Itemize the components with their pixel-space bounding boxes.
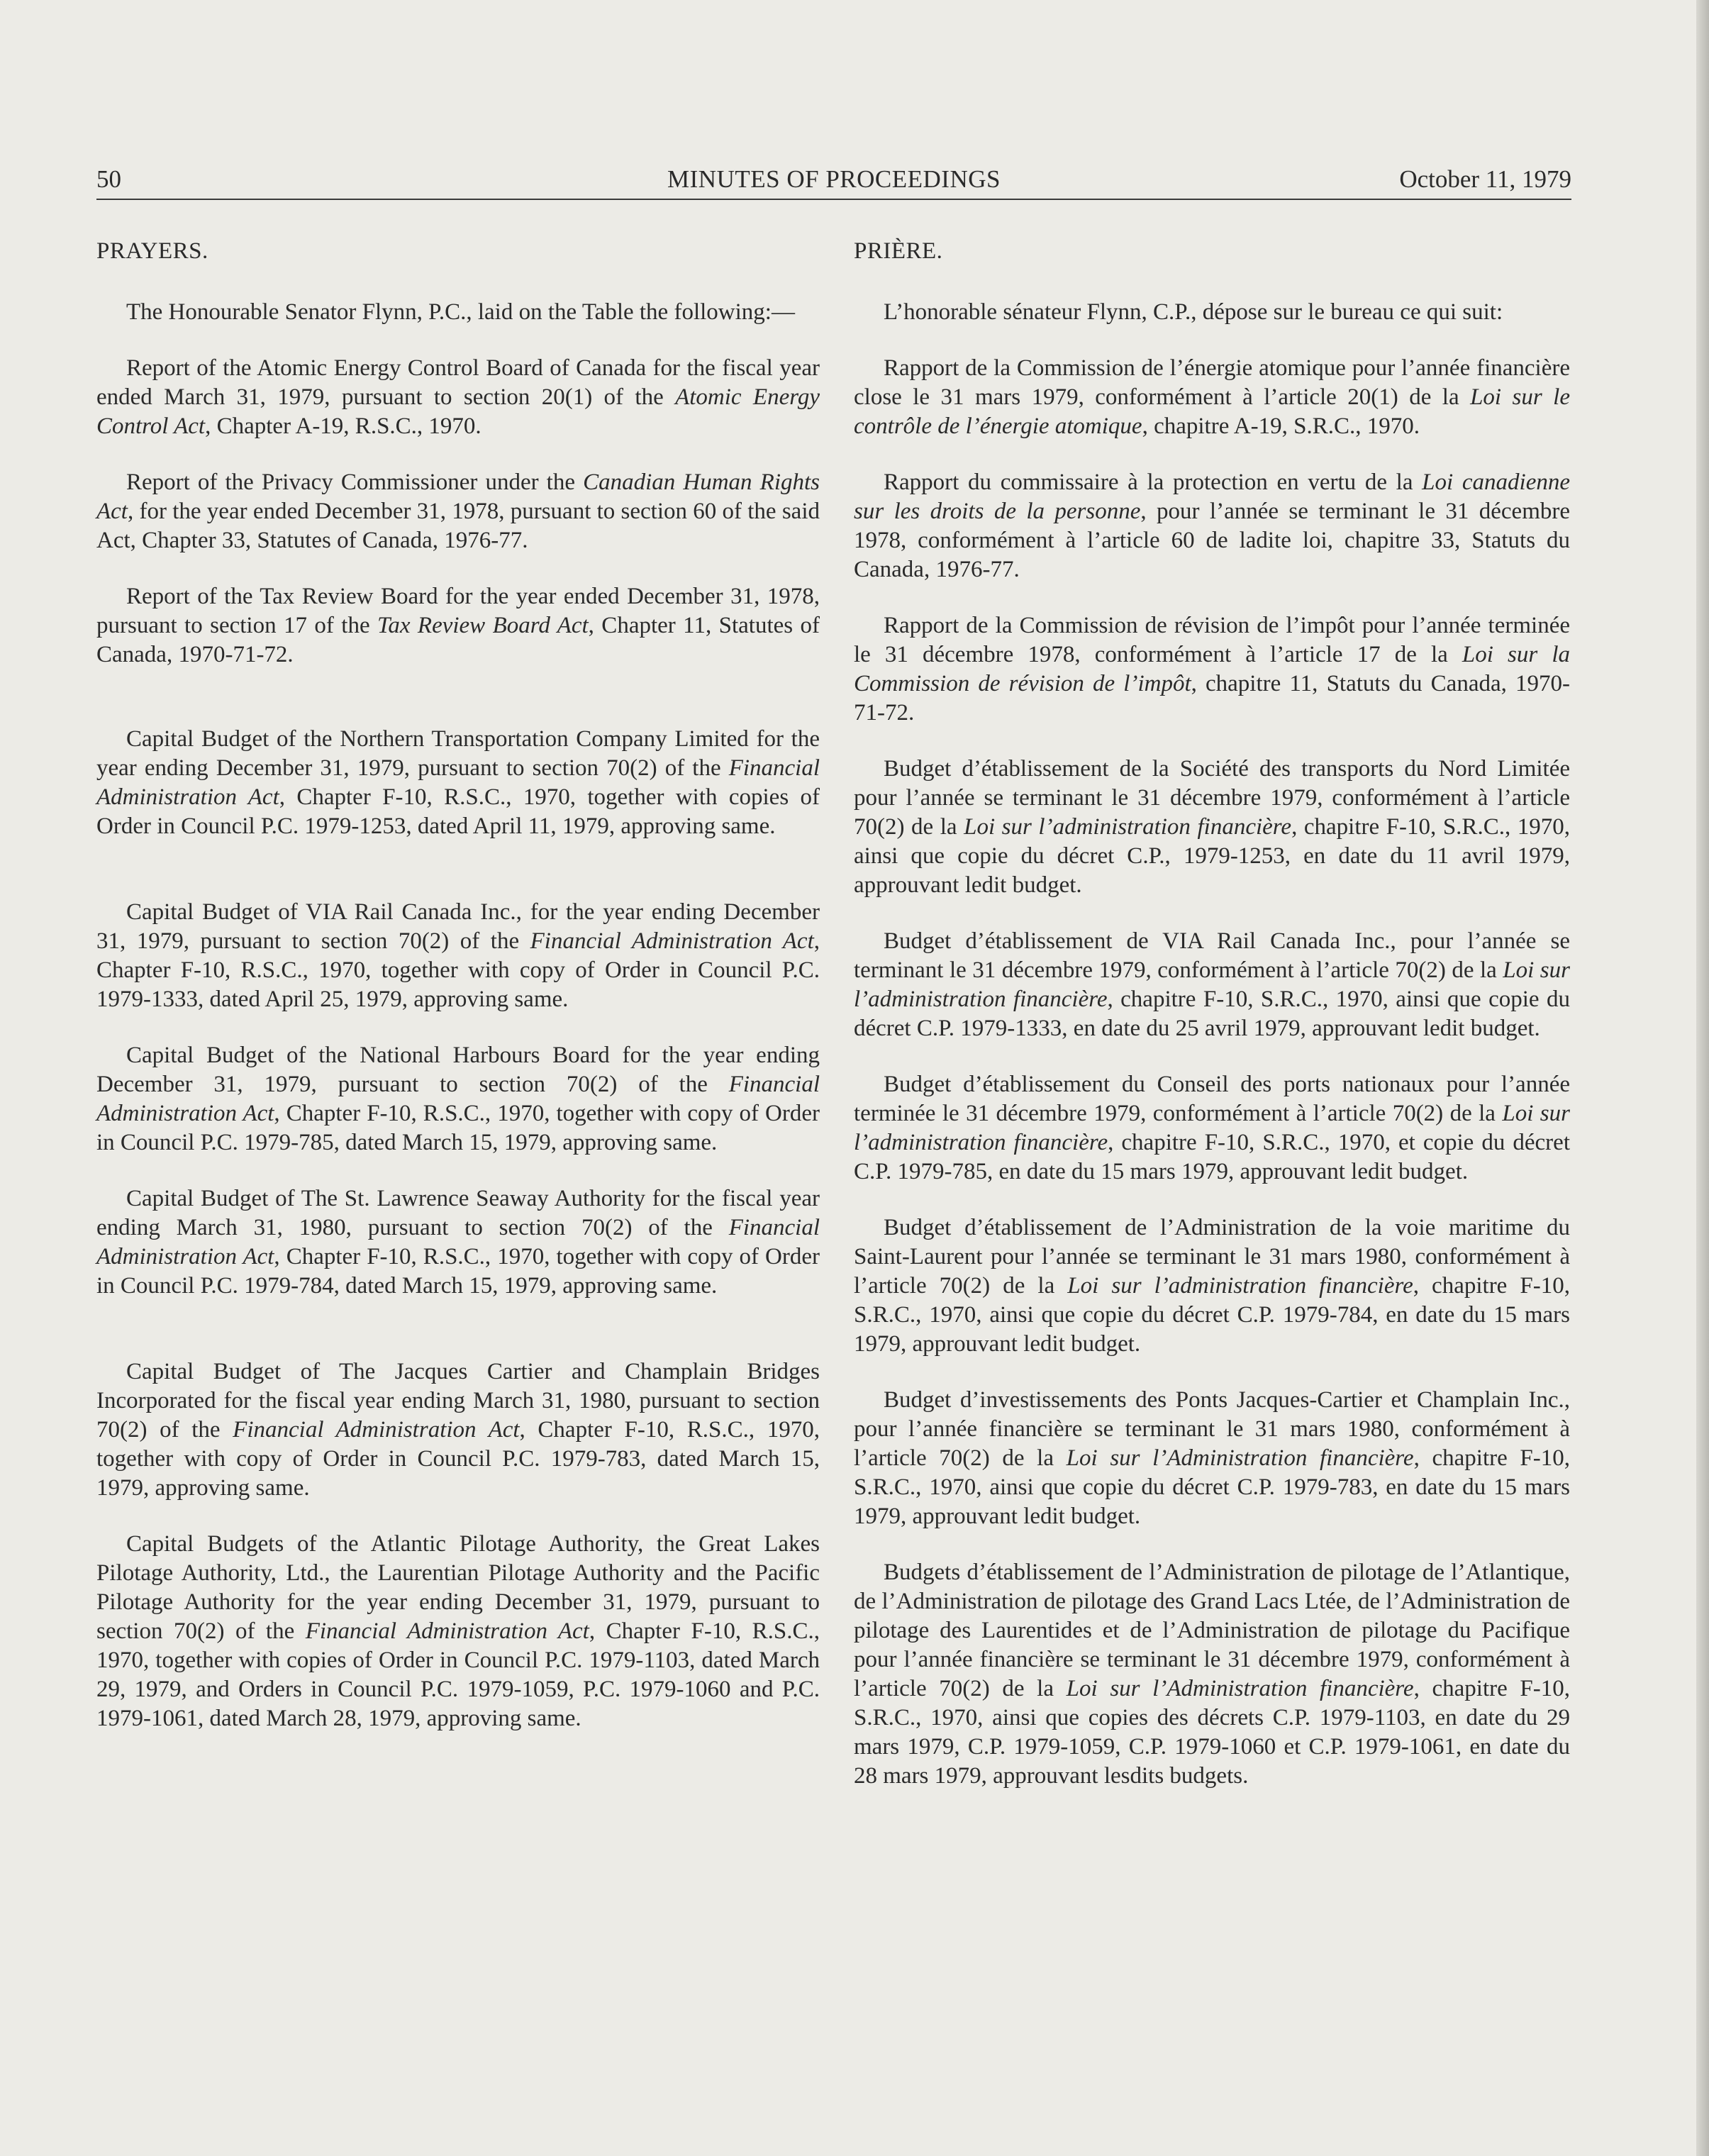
paragraph-text: Rapport de la Commission de l’énergie atomique pour l’année financière close le 31 mars 1979, conformément à l’article 20(1) de la bbox=[854, 355, 1570, 410]
paragraph-text: Capital Budget of The St. Lawrence Seaway Authority for the fiscal year ending March 31, 1980, pursuant to section 70(2) of the bbox=[96, 1186, 820, 1240]
paragraph-text: Report of the Tax Review Board for the year ended December 31, 1978, pursuant to section 17 of the bbox=[96, 584, 820, 638]
paragraph-text: L’honorable sénateur Flynn, C.P., dépose sur le bureau ce qui suit: bbox=[884, 299, 1503, 325]
running-title: MINUTES OF PROCEEDINGS bbox=[667, 165, 1001, 193]
paragraph-text: , chapitre F-10, S.R.C., 1970, ainsi que copie du décret C.P., 1979-1253, en date du 11 avril 1979, approuvant ledit budget. bbox=[854, 814, 1571, 898]
italic-act-title: Financial Administration Act bbox=[233, 1417, 520, 1443]
english-paragraph-national-harbours bbox=[96, 1041, 820, 1157]
english-paragraph-bridges bbox=[96, 1357, 820, 1503]
italic-act-title: Loi sur le contrôle de l’énergie atomique bbox=[854, 384, 1570, 439]
paragraph-text: , Chapter F-10, R.S.C., 1970, together with copy of Order in Council P.C. 1979-784, dated March 15, 1979, approving same. bbox=[96, 1244, 820, 1299]
french-paragraph-tax-review bbox=[854, 611, 1570, 728]
italic-act-title: Loi sur l’administration financière bbox=[964, 814, 1292, 840]
italic-act-title: Loi canadienne sur les droits de la personne bbox=[854, 469, 1570, 524]
french-paragraph-seaway bbox=[854, 1213, 1570, 1359]
italic-act-title: Financial Administration Act bbox=[96, 755, 820, 810]
paragraph-text: Rapport de la Commission de révision de l’impôt pour l’année terminée le 31 décembre 1978, conformément à l’article 17 de la bbox=[854, 613, 1570, 667]
paragraph-text: The Honourable Senator Flynn, P.C., laid on the Table the following:— bbox=[126, 299, 795, 325]
italic-act-title: Loi sur l’administration financière bbox=[1067, 1273, 1413, 1299]
italic-act-title: Tax Review Board Act bbox=[377, 613, 589, 638]
french-paragraph-national-harbours bbox=[854, 1070, 1570, 1187]
french-paragraph-privacy bbox=[854, 468, 1570, 584]
italic-act-title: Atomic Energy Control Act bbox=[96, 384, 820, 439]
italic-act-title: Loi sur l’administration financière bbox=[854, 957, 1570, 1012]
italic-act-title: Loi sur l’Administration financière bbox=[1066, 1445, 1414, 1471]
page-header bbox=[96, 162, 1571, 197]
paragraph-text: Capital Budget of The Jacques Cartier and Champlain Bridges Incorporated for the fiscal year ending March 31, 1980, pursuant to section 70(2) of the bbox=[96, 1359, 820, 1443]
french-paragraph-bridges bbox=[854, 1386, 1570, 1531]
paragraph-text: Budget d’établissement de la Société des transports du Nord Limitée pour l’année se terminant le 31 décembre 1979, conformément à l’article 70(2) de la bbox=[854, 756, 1570, 840]
page-edge-shadow bbox=[1696, 0, 1709, 2156]
paragraph-text: , chapitre 11, Statuts du Canada, 1970-71-72. bbox=[854, 671, 1570, 726]
paragraph-text: Capital Budget of the Northern Transportation Company Limited for the year ending December 31, 1979, pursuant to section 70(2) of the bbox=[96, 726, 820, 781]
paragraph-text: Capital Budget of VIA Rail Canada Inc., for the year ending December 31, 1979, pursuant to section 70(2) of the bbox=[96, 899, 820, 954]
paragraph-text: Rapport du commissaire à la protection en vertu de la bbox=[884, 469, 1423, 495]
paragraph-text: , Chapter F-10, R.S.C., 1970, together with copy of Order in Council P.C. 1979-1333, dated April 25, 1979, approving same. bbox=[96, 928, 820, 1012]
header-rule bbox=[96, 199, 1571, 200]
paragraph-text: , chapitre F-10, S.R.C., 1970, ainsi que copies des décrets C.P. 1979-1103, en date du 29 mars 1979, C.P. 1979-1059, C.P. 1979-1060 et C.P. 1979-1061, en date du 28 mars 1979, approuvant lesdits budgets. bbox=[854, 1676, 1570, 1789]
paragraph-text: , chapitre A-19, S.R.C., 1970. bbox=[1142, 413, 1420, 439]
paragraph-text: , Chapter F-10, R.S.C., 1970, together with copy of Order in Council P.C. 1979-783, dated March 15, 1979, approving same. bbox=[96, 1417, 820, 1501]
paragraph-text: Report of the Atomic Energy Control Board of Canada for the fiscal year ended March 31, 1979, pursuant to section 20(1) of the bbox=[96, 355, 820, 410]
paragraph-text: Budget d’établissement de VIA Rail Canada Inc., pour l’année se terminant le 31 décembre 1979, conformément à l’article 70(2) de la bbox=[854, 928, 1570, 983]
paragraph-text: , chapitre F-10, S.R.C., 1970, ainsi que copie du décret C.P. 1979-783, en date du 15 mars 1979, approuvant ledit budget. bbox=[854, 1445, 1570, 1529]
paragraph-text: , Chapter F-10, R.S.C., 1970, together with copies of Order in Council P.C. 1979-1103, dated March 29, 1979, and Orders in Council P.C. 1979-1059, P.C. 1979-1060 and P.C. 1979-1061, dated March 28, 1979, approving same. bbox=[96, 1618, 820, 1731]
english-paragraph-privacy bbox=[96, 468, 820, 555]
english-column bbox=[96, 234, 820, 1733]
italic-act-title: Financial Administration Act bbox=[96, 1215, 820, 1269]
paragraph-text: Capital Budget of the National Harbours Board for the year ending December 31, 1979, pursuant to section 70(2) of the bbox=[96, 1043, 820, 1097]
english-paragraph-northern-transportation bbox=[96, 725, 820, 841]
french-paragraph-atomic-energy bbox=[854, 354, 1570, 441]
paragraph-text: Budget d’établissement du Conseil des ports nationaux pour l’année terminée le 31 décembre 1979, conformément à l’article 70(2) de la bbox=[854, 1072, 1570, 1126]
italic-act-title: Loi sur l’Administration financière bbox=[1066, 1676, 1414, 1701]
french-paragraph-pilotage bbox=[854, 1558, 1570, 1791]
french-paragraph-via-rail bbox=[854, 927, 1570, 1043]
french-column bbox=[854, 234, 1570, 1791]
paragraph-text: Capital Budgets of the Atlantic Pilotage Authority, the Great Lakes Pilotage Authority, Ltd., the Laurentian Pilotage Authority and the Pacific Pilotage Authority for the year ending December 31, 1979, pursuant to section 70(2) of the bbox=[96, 1531, 820, 1644]
paragraph-text: Budget d’investissements des Ponts Jacques-Cartier et Champlain Inc., pour l’année financière se terminant le 31 mars 1980, conformément à l’article 70(2) de la bbox=[854, 1387, 1570, 1471]
paragraph-text: Budgets d’établissement de l’Administration de pilotage de l’Atlantique, de l’Administration de pilotage des Grand Lacs Ltée, de l’Administration de pilotage des Laurentides et de l’Administration de pilotage du Pacifique pour l’année financière se terminant le 31 décembre 1979, conformément à l’article 70(2) de la bbox=[854, 1560, 1570, 1701]
paragraph-text: , for the year ended December 31, 1978, pursuant to section 60 of the said Act, Chapter 33, Statutes of Canada, 1976-77. bbox=[96, 499, 820, 553]
page-number: 50 bbox=[96, 165, 121, 193]
section-heading-english: PRAYERS. bbox=[96, 238, 208, 264]
english-paragraph-seaway bbox=[96, 1184, 820, 1301]
paragraph-text: , Chapter F-10, R.S.C., 1970, together with copy of Order in Council P.C. 1979-785, dated March 15, 1979, approving same. bbox=[96, 1101, 820, 1155]
italic-act-title: Canadian Human Rights Act bbox=[96, 469, 820, 524]
italic-act-title: Financial Administration Act bbox=[530, 928, 814, 954]
italic-act-title: Financial Administration Act bbox=[305, 1618, 589, 1644]
italic-act-title: Loi sur l’administration financière bbox=[854, 1101, 1570, 1155]
italic-act-title: Loi sur la Commission de révision de l’impôt bbox=[854, 642, 1570, 696]
english-paragraph-via-rail bbox=[96, 898, 820, 1014]
paragraph-text: , pour l’année se terminant le 31 décembre 1978, conformément à l’article 60 de ladite loi, chapitre 33, Statuts du Canada, 1976-77. bbox=[854, 499, 1570, 582]
english-paragraph-intro bbox=[96, 298, 820, 327]
paragraph-text: Report of the Privacy Commissioner under the bbox=[126, 469, 584, 495]
section-heading-french: PRIÈRE. bbox=[854, 238, 943, 264]
english-paragraph-tax-review bbox=[96, 582, 820, 669]
english-paragraph-pilotage bbox=[96, 1530, 820, 1733]
italic-act-title: Financial Administration Act bbox=[96, 1072, 820, 1126]
paragraph-text: , chapitre F-10, S.R.C., 1970, ainsi que copie du décret C.P. 1979-1333, en date du 25 avril 1979, approuvant ledit budget. bbox=[854, 987, 1570, 1041]
paragraph-text: , Chapter F-10, R.S.C., 1970, together with copies of Order in Council P.C. 1979-1253, dated April 11, 1979, approving same. bbox=[96, 784, 820, 839]
paragraph-text: , chapitre F-10, S.R.C., 1970, ainsi que copie du décret C.P. 1979-784, en date du 15 mars 1979, approuvant ledit budget. bbox=[854, 1273, 1570, 1357]
english-paragraph-atomic-energy bbox=[96, 354, 820, 441]
paragraph-text: , chapitre F-10, S.R.C., 1970, et copie du décret C.P. 1979-785, en date du 15 mars 1979, approuvant ledit budget. bbox=[854, 1130, 1570, 1184]
french-paragraph-northern-transportation bbox=[854, 755, 1570, 900]
paragraph-text: , Chapter A-19, R.S.C., 1970. bbox=[205, 413, 481, 439]
paragraph-text: , Chapter 11, Statutes of Canada, 1970-71-72. bbox=[96, 613, 820, 667]
french-paragraph-intro bbox=[854, 298, 1570, 327]
header-date: October 11, 1979 bbox=[1399, 165, 1571, 193]
paragraph-text: Budget d’établissement de l’Administration de la voie maritime du Saint-Laurent pour l’année se terminant le 31 mars 1980, conformément à l’article 70(2) de la bbox=[854, 1215, 1570, 1299]
